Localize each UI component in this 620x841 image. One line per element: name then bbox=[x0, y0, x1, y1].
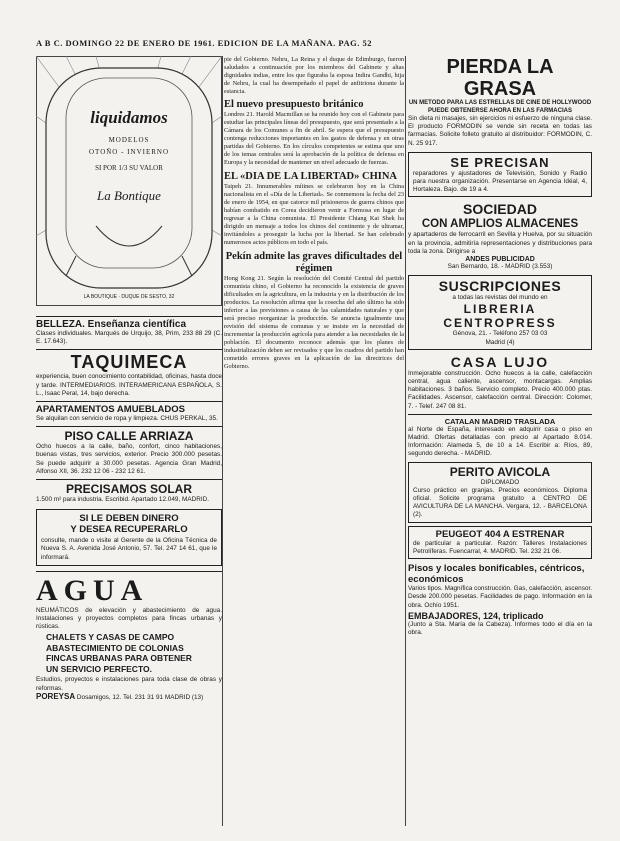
suscripciones-title: SUSCRIPCIONES bbox=[438, 278, 562, 295]
agua-brand: POREYSA bbox=[36, 691, 76, 701]
apartamentos-ad bbox=[36, 401, 222, 423]
agua-address: Dosamigos, 12. Tel. 231 31 91 MADRID (13) bbox=[76, 693, 204, 701]
casalujo-title: CASA LUJO bbox=[450, 353, 550, 370]
right-column bbox=[408, 56, 592, 637]
sociedad-title: CON AMPLIOS ALMACENES bbox=[421, 218, 579, 231]
pekin-body: Hong Kong 21. Según la resolución del Comité Central del partido comunista chino, el Gobierno ha reconocido la existencia de graves dificultades en la agricultura, en la industria y en la distribución de los productos. La resolución afirma que la cosecha del año último ha sido inferior a las previsiones a causa de las calamidades naturales y que será preciso reorganizar la producción. Se anuncia igualmente una revisión del sistema de comunas y se insiste en la necesidad de incrementar la producción agrícola para atender a las necesidades de la población. El documento reconoce además que los planes de industrialización deben ser revisados y que los cuadros del partido han cometido errores graves en la aplicación de las directrices del Gobierno. bbox=[224, 275, 404, 370]
casalujo-ad bbox=[408, 354, 592, 411]
page-header bbox=[36, 38, 592, 50]
ad-line: OTOÑO - INVIERNO bbox=[88, 148, 170, 156]
piso-ad bbox=[36, 426, 222, 476]
agua-item: CHALETS Y CASAS DE CAMPO bbox=[46, 632, 175, 643]
suscripciones-line: Madrid (4) bbox=[485, 338, 515, 346]
sociedad-body: y apartaderos de ferrocarril en Sevilla y Huelva, por su situación en la provincia, admitiría representaciones y distribuciones para toda la zona. Dirigirse a bbox=[408, 231, 592, 255]
china-title: EL «DIA DE LA LIBERTAD» CHINA bbox=[224, 171, 398, 182]
catalan-body: al Norte de España, interesado en adquirir casa o piso en Madrid. Ofertas detalladas con precio al Apartado 8.014. Información: Alameda 5, de 10 a 14. Escribir a: Ríos, 89, segundo derecha. - MADRID. bbox=[408, 425, 592, 458]
ad-line: MODELOS bbox=[108, 136, 150, 144]
news-lead: pie del Gobierno. Nehru, La Reina y el duque de Edimburgo, fueron saludados a continuación por los miembros del Gabinete y altas dignidades indias, entre los que figuraba la esposa Indira Gandhi, hija de Nehru, la cual ha desempeñado el papel de anfitriona durante la estancia. bbox=[224, 56, 404, 95]
solar-ad bbox=[36, 479, 222, 504]
ad-footer: LA BOUTIQUE · DUQUE DE SESTO, 32 bbox=[83, 294, 175, 300]
header-text: A B C. DOMINGO 22 DE ENERO DE 1961. EDICION DE LA MAÑANA. PAG. 52 bbox=[36, 38, 372, 48]
perito-sub: DIPLOMADO bbox=[480, 478, 520, 486]
pisos-body2: (Junto a Sta. María de la Cabeza). Informes todo el día en la obra. bbox=[408, 620, 592, 636]
catalan-ad bbox=[408, 414, 592, 459]
casalujo-body: Inmejorable construcción. Ocho huecos a la calle, calefacción central, agua caliente, ascensor, montacargas. Amplias habitaciones. 3 baños. Servicio completo. Precio 400.000 ptas. Facilidades. Ascensor, calefacción central. Dirección: Colomer, 7. - Telef. 247 08 81. bbox=[408, 369, 592, 410]
presupuesto-article bbox=[224, 99, 404, 167]
agua-item: FINCAS URBANAS PARA OBTENER bbox=[46, 653, 192, 664]
sociedad-title: SOCIEDAD bbox=[463, 201, 537, 218]
apartamentos-title: APARTAMENTOS AMUEBLADOS bbox=[36, 404, 186, 416]
ad-title: liquidamos bbox=[90, 108, 168, 127]
apartamentos-body: Se alquilan con servicio de ropa y limpieza. CHUS PERKAL, 35. bbox=[36, 415, 218, 423]
pisos-title: Pisos y locales bonificables, céntricos, económicos bbox=[408, 563, 585, 586]
perito-title: PERITO AVICOLA bbox=[449, 464, 551, 479]
pekin-title: Pekín admite las graves dificultades del régimen bbox=[225, 251, 403, 274]
left-column bbox=[36, 56, 222, 702]
pekin-article bbox=[224, 251, 404, 371]
liquidamos-ad bbox=[36, 56, 222, 308]
sociedad-address: San Bernardo, 18. - MADRID (3.553) bbox=[447, 263, 553, 271]
peugeot-title: PEUGEOT 404 A ESTRENAR bbox=[435, 528, 565, 540]
agua-title: AGUA bbox=[36, 573, 149, 607]
suscripciones-ad bbox=[408, 275, 592, 350]
belleza-body: Clases individuales. Marqués de Urquijo, 38, Prim, 233 88 29 (C. E. 17.643). bbox=[36, 330, 222, 346]
ad-brand: La Bontique bbox=[97, 188, 161, 203]
middle-column bbox=[224, 56, 404, 371]
precisan-ad bbox=[408, 152, 592, 198]
peugeot-ad bbox=[408, 526, 592, 559]
catalan-title: CATALAN MADRID TRASLADA bbox=[444, 416, 556, 426]
column-rule bbox=[405, 56, 406, 826]
agua-ad bbox=[36, 571, 222, 702]
grasa-body: Sin dieta ni masajes, sin ejercicios ni esfuerzo de ninguna clase. El producto FORMODIN se vende sin receta en todas las farmacias. Solicite folleto gratuito al distribuidor: FORMODIN, C. N. 25 917. bbox=[408, 115, 592, 147]
pisos-title2: EMBAJADORES, 124, triplicado bbox=[408, 610, 544, 621]
sociedad-ad bbox=[408, 201, 592, 271]
ad-text bbox=[66, 108, 192, 204]
belleza-ad bbox=[36, 316, 222, 346]
agua-list bbox=[36, 632, 222, 674]
precisan-title: SE PRECISAN bbox=[450, 154, 550, 170]
peugeot-body: de particular a particular. Razón: Talleres Instalaciones Petrolíferas. Fuencarral, 4. MADRID. Tel. 232 21 06. bbox=[413, 539, 587, 555]
dinero-ad bbox=[36, 509, 222, 566]
suscripciones-line: CENTROPRESS bbox=[443, 316, 557, 331]
precisan-body: reparadores y ajustadores de Televisión, Sonido y Radio para nuestra organización. Presentarse en Agencia Idéal, 4, Hortaleza. Bajo. de 19 a 4. bbox=[413, 169, 587, 194]
perito-ad bbox=[408, 462, 592, 523]
column-rule bbox=[222, 56, 223, 826]
taquimeca-title: TAQUIMECA bbox=[70, 352, 188, 373]
pisos-body: Varios tipos. Magnífica construcción. Gas, calefacción, ascensor. Desde 200.000 pesetas. Facilidades de pago. Información en la obra. Ochío 1951. bbox=[408, 585, 592, 609]
belleza-title: BELLEZA. Enseñanza científica bbox=[36, 319, 187, 330]
agua-item: UN SERVICIO PERFECTO. bbox=[46, 663, 152, 674]
grasa-sub: UN METODO PARA LAS ESTRELLAS DE CINE DE HOLLYWOOD PUEDE OBTENERSE AHORA EN LAS FARMACIAS bbox=[408, 100, 592, 114]
solar-body: 1.500 m² para industria. Escribid. Apartado 12.049, MADRID. bbox=[36, 496, 209, 504]
agua-intro: NEUMÁTICOS de elevación y abastecimiento de agua. Instalaciones y proyectos completos para fincas urbanas y rústicas. bbox=[36, 606, 222, 631]
ad-line: SI POR 1/3 SU VALOR bbox=[95, 164, 163, 172]
china-article bbox=[224, 171, 404, 247]
suscripciones-line: LIBRERIA bbox=[463, 302, 537, 317]
pisos-ad bbox=[408, 563, 592, 637]
agua-item: ABASTECIMIENTO DE COLONIAS bbox=[46, 642, 184, 653]
sociedad-footer: ANDES PUBLICIDAD bbox=[465, 256, 535, 264]
perito-body: Curso práctico en granjas. Precios económicos. Diploma oficial. Solicite programa gratuito a CENTRO DE AVICULTURA DE LA MANCHA. Vergara, 12. - BARCELONA (2). bbox=[413, 486, 587, 519]
dinero-title: SI LE DEBEN DINERO bbox=[79, 513, 179, 525]
presupuesto-body: Londres 21. Harold Macmillan se ha reunido hoy con el Gabinete para estudiar las principales líneas del presupuesto, que será presentado a la Cámara de los Comunes a fin de abril. Se espera que el presupuesto contenga reducciones importantes en los gastos de defensa y en otras partidas del Gobierno. En los círculos competentes se estima que uno de los temas centrales será la aprobación de la política de defensa en Europa y la necesidad de mantener un nivel adecuado de fuerzas. bbox=[224, 111, 404, 166]
solar-title: PRECISAMOS SOLAR bbox=[65, 482, 192, 497]
grasa-title: PIERDA LA GRASA bbox=[446, 56, 554, 100]
suscripciones-sub: a todas las revistas del mundo en bbox=[452, 294, 548, 302]
piso-body: Ocho huecos a la calle, baño, confort, cinco habitaciones, buenas vistas, tres servicios, exterior. Precio 300.000 pesetas. Se puede adquirir a 30.000 pesetas. Agencia Gran Madrid, Alfonso XII, 36. 232 12 06 - 232 12 61. bbox=[36, 443, 222, 475]
agua-footer: Estudios, proyectos e instalaciones para toda clase de obras y reformas. bbox=[36, 676, 222, 692]
suscripciones-line: Génova, 21. - Teléfono 257 03 03 bbox=[452, 330, 548, 338]
agua-contact bbox=[36, 693, 222, 702]
china-body: Taipeh 21. Innumerables mítines se celebraron hoy en la China nacionalista en el «Día de la Libertad». Se conmemora la fecha del 23 de enero de 1954, en que catorce mil prisioneros de guerra chinos que habían combatido en Corea decidieron venir a Formosa en lugar de regresar a la China comunista. El Presidente Chiang Kai Shek ha dirigido un mensaje a todos los chinos del continente y de ultramar, invitándoles a proseguir la lucha por la libertad. Se han celebrado numerosos actos públicos en todo el país. bbox=[224, 183, 404, 246]
dinero-title: Y DESEA RECUPERARLO bbox=[70, 524, 188, 536]
piso-title: PISO CALLE ARRIAZA bbox=[64, 429, 194, 444]
presupuesto-title: El nuevo presupuesto británico bbox=[224, 99, 364, 110]
dinero-body: consulte, mande o visite al Gerente de la Oficina Técnica de Nueva S. A. Avenida José Antonio, 57. Tel. 247 14 61, que le informará. bbox=[41, 537, 217, 561]
grasa-ad bbox=[408, 56, 592, 148]
taquimeca-body: experiencia, buen conocimiento contabilidad, oficinas, hasta doce y tarde. INTERMEDIARIOS. INTERAMERICANA ESPAÑOLA, S. L., Isaac Peral, 14, bajo derecha. bbox=[36, 373, 222, 397]
taquimeca-ad bbox=[36, 349, 222, 398]
